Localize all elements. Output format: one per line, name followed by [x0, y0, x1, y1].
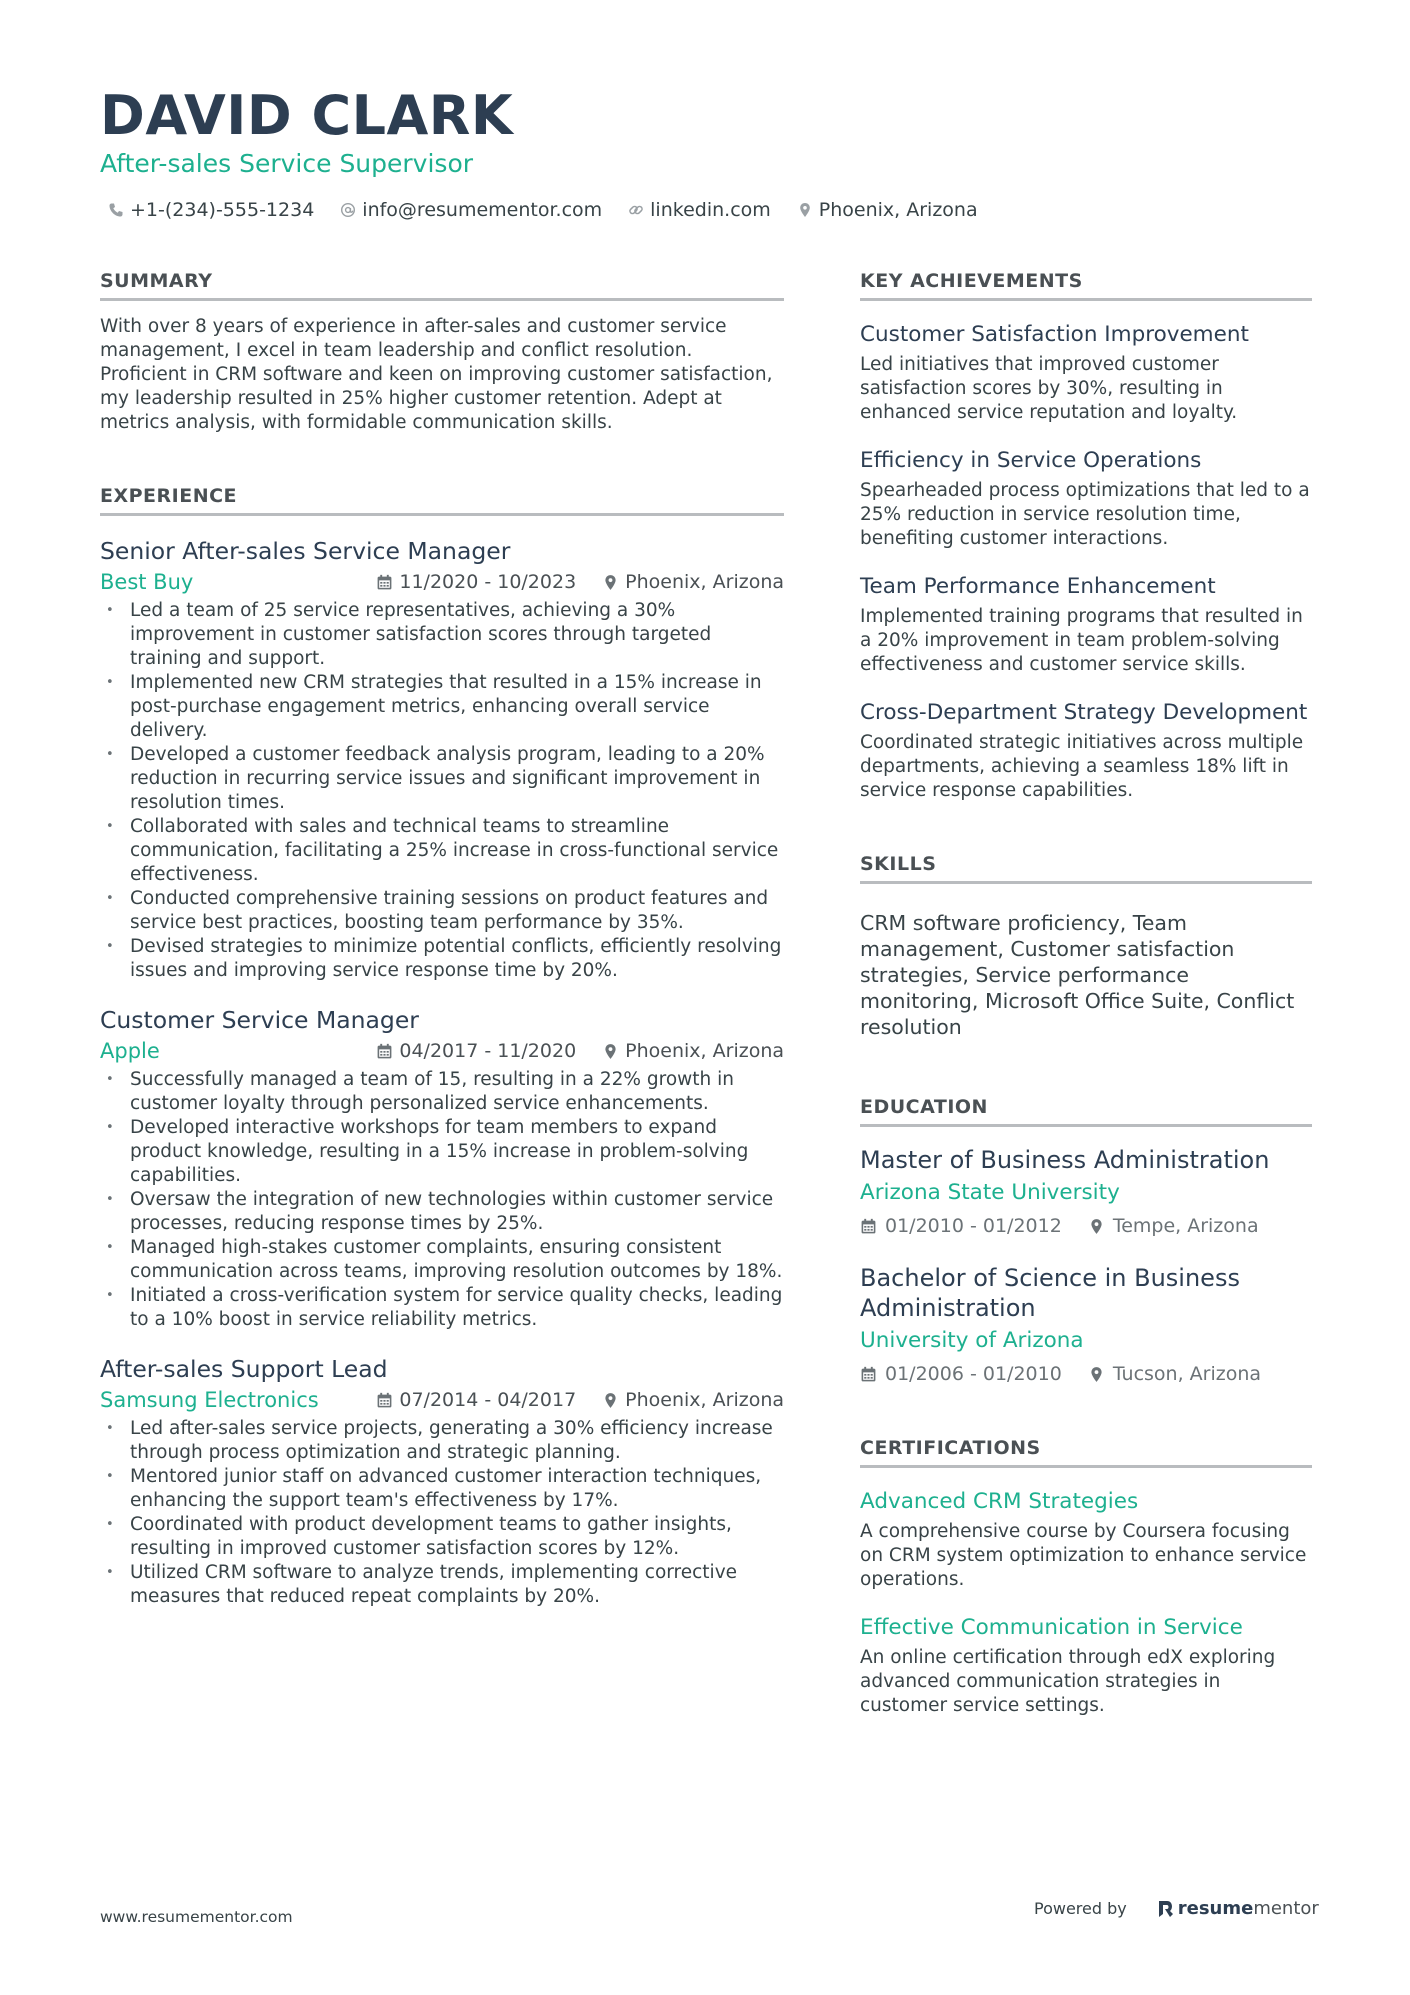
job-title: After-sales Support Lead: [100, 1355, 388, 1383]
contact-bar: [108, 197, 1004, 223]
certification-item: [860, 1614, 1312, 1718]
certification-desc: A comprehensive course by Coursera focusing on CRM system optimization to enhance service operations.: [860, 1521, 1307, 1590]
education-heading: EDUCATION: [860, 1094, 1312, 1127]
job-entry: [100, 1354, 784, 1609]
calendar-icon: [376, 574, 393, 591]
achievement-item: [860, 573, 1312, 677]
calendar-icon: [860, 1366, 877, 1383]
job-bullets: [100, 1068, 784, 1332]
email-text: info@resumementor.com: [362, 199, 603, 221]
contact-location: [797, 197, 978, 223]
left-column: [100, 268, 784, 1609]
bullet-item: • Implemented new CRM strategies that resulted in a 15% increase in post-purchase engagement metrics, enhancing overall service delivery.: [100, 671, 784, 743]
company-name: Samsung Electronics: [100, 1388, 319, 1412]
achievements-heading: KEY ACHIEVEMENTS: [860, 268, 1312, 301]
bullet-item: • Mentored junior staff on advanced customer interaction techniques, enhancing the support team's effectiveness by 17%.: [100, 1465, 784, 1513]
school-name: Arizona State University: [860, 1180, 1120, 1205]
footer-powered: [1034, 1898, 1319, 1919]
achievement-title: Team Performance Enhancement: [860, 574, 1216, 599]
job-dates: 11/2020 - 10/2023: [399, 571, 577, 593]
bullet-item: • Developed a customer feedback analysis program, leading to a 20% reduction in recurring service issues and significant improvement in resolution times.: [100, 743, 784, 815]
phone-icon: [108, 202, 124, 218]
contact-email[interactable]: [340, 197, 602, 223]
education-location: Tucson, Arizona: [1112, 1363, 1262, 1385]
education-item: [860, 1263, 1312, 1387]
brand-light: mentor: [1253, 1898, 1319, 1919]
bullet-item: • Developed interactive workshops for team members to expand product knowledge, resulting in a 15% increase in problem-solving capabilities.: [100, 1116, 784, 1188]
education-location: Tempe, Arizona: [1112, 1215, 1259, 1237]
linkedin-text: linkedin.com: [650, 199, 771, 221]
at-sign-icon: [340, 202, 356, 218]
education-item: [860, 1145, 1312, 1239]
company-name: Apple: [100, 1039, 160, 1063]
achievement-item: [860, 321, 1312, 425]
map-pin-icon: [797, 202, 813, 218]
bullet-item: • Utilized CRM software to analyze trends, implementing corrective measures that reduced repeat complaints by 20%.: [100, 1561, 784, 1609]
brand-logo[interactable]: [1157, 1898, 1319, 1919]
job-location: Phoenix, Arizona: [625, 571, 784, 593]
achievement-desc: Implemented training programs that resulted in a 20% improvement in team problem-solving effectiveness and customer service skills.: [860, 606, 1303, 675]
education-dates: 01/2010 - 01/2012: [885, 1215, 1062, 1237]
bullet-item: • Coordinated with product development teams to gather insights, resulting in improved customer satisfaction scores by 12%.: [100, 1513, 784, 1561]
achievement-desc: Led initiatives that improved customer satisfaction scores by 30%, resulting in enhanced service reputation and loyalty.: [860, 354, 1238, 423]
map-pin-icon: [602, 574, 619, 591]
footer-website[interactable]: www.resumementor.com: [100, 1908, 293, 1926]
job-title: Customer Service Manager: [100, 1006, 419, 1034]
map-pin-icon: [1088, 1366, 1105, 1383]
education-meta: [860, 1213, 1312, 1239]
degree-title: Bachelor of Science in Business Administration: [860, 1264, 1240, 1322]
bullet-item: • Devised strategies to minimize potential conflicts, efficiently resolving issues and improving service response time by 20%.: [100, 935, 784, 983]
phone-text: +1-(234)-555-1234: [130, 199, 315, 221]
job-entry: [100, 1005, 784, 1332]
calendar-icon: [376, 1392, 393, 1409]
brand-bold: resume: [1177, 1898, 1254, 1919]
bullet-item: • Led after-sales service projects, generating a 30% efficiency increase through process optimization and strategic planning.: [100, 1417, 784, 1465]
powered-by-label: Powered by: [1034, 1899, 1127, 1918]
job-bullets: [100, 1417, 784, 1609]
certification-item: [860, 1488, 1312, 1592]
candidate-title: After-sales Service Supervisor: [100, 149, 474, 178]
bullet-item: • Successfully managed a team of 15, resulting in a 22% growth in customer loyalty through personalized service enhancements.: [100, 1068, 784, 1116]
job-meta: [100, 1038, 784, 1064]
calendar-icon: [860, 1218, 877, 1235]
map-pin-icon: [602, 1043, 619, 1060]
job-title: Senior After-sales Service Manager: [100, 537, 511, 565]
certification-title: Effective Communication in Service: [860, 1615, 1243, 1640]
achievement-desc: Coordinated strategic initiatives across multiple departments, achieving a seamless 18% lift in service response capabilities.: [860, 732, 1304, 801]
job-location: Phoenix, Arizona: [625, 1040, 784, 1062]
contact-linkedin[interactable]: [628, 197, 771, 223]
education-dates: 01/2006 - 01/2010: [885, 1363, 1062, 1385]
degree-title: Master of Business Administration: [860, 1146, 1270, 1174]
location-text: Phoenix, Arizona: [818, 199, 978, 221]
summary-text: With over 8 years of experience in after-sales and customer service management, I excel in team leadership and conflict resolution. Proficient in CRM software and keen on improving customer satisfaction, my leadership resulted in 25% higher customer retention. Adept at metrics analysis, with formidable communication skills.: [100, 316, 773, 433]
experience-heading: EXPERIENCE: [100, 483, 784, 516]
skills-heading: SKILLS: [860, 851, 1312, 884]
summary-heading: SUMMARY: [100, 268, 784, 301]
skills-text: CRM software proficiency, Team management, Customer satisfaction strategies, Service performance monitoring, Microsoft Office Suite, Conflict resolution: [860, 911, 1295, 1039]
contact-phone[interactable]: [108, 197, 314, 223]
certification-desc: An online certification through edX exploring advanced communication strategies in customer service settings.: [860, 1647, 1276, 1716]
link-icon: [628, 202, 644, 218]
job-dates: 07/2014 - 04/2017: [399, 1389, 577, 1411]
achievement-title: Customer Satisfaction Improvement: [860, 322, 1249, 347]
job-bullets: [100, 599, 784, 983]
bullet-item: • Initiated a cross-verification system for service quality checks, leading to a 10% boost in service reliability metrics.: [100, 1284, 784, 1332]
education-meta: [860, 1361, 1312, 1387]
achievement-title: Cross-Department Strategy Development: [860, 700, 1308, 725]
candidate-name: DAVID CLARK: [100, 84, 514, 147]
bullet-item: • Collaborated with sales and technical teams to streamline communication, facilitating a 25% increase in cross-functional service effectiveness.: [100, 815, 784, 887]
job-location: Phoenix, Arizona: [625, 1389, 784, 1411]
school-name: University of Arizona: [860, 1328, 1084, 1353]
achievement-desc: Spearheaded process optimizations that led to a 25% reduction in service resolution time, benefiting customer interactions.: [860, 480, 1310, 549]
job-dates: 04/2017 - 11/2020: [399, 1040, 577, 1062]
job-entry: [100, 536, 784, 983]
bullet-item: • Led a team of 25 service representatives, achieving a 30% improvement in customer satisfaction scores through targeted training and support.: [100, 599, 784, 671]
achievement-item: [860, 699, 1312, 803]
bullet-item: • Oversaw the integration of new technologies within customer service processes, reducing response times by 25%.: [100, 1188, 784, 1236]
right-column: [860, 268, 1312, 1718]
achievement-title: Efficiency in Service Operations: [860, 448, 1202, 473]
job-meta: [100, 1387, 784, 1413]
achievement-item: [860, 447, 1312, 551]
map-pin-icon: [1088, 1218, 1105, 1235]
certifications-heading: CERTIFICATIONS: [860, 1435, 1312, 1468]
bullet-item: • Conducted comprehensive training sessions on product features and service best practices, boosting team performance by 35%.: [100, 887, 784, 935]
certification-title: Advanced CRM Strategies: [860, 1489, 1139, 1514]
map-pin-icon: [602, 1392, 619, 1409]
company-name: Best Buy: [100, 570, 194, 594]
resumementor-logo-icon: [1157, 1899, 1173, 1919]
calendar-icon: [376, 1043, 393, 1060]
bullet-item: • Managed high-stakes customer complaints, ensuring consistent communication across teams, improving resolution outcomes by 18%.: [100, 1236, 784, 1284]
job-meta: [100, 569, 784, 595]
